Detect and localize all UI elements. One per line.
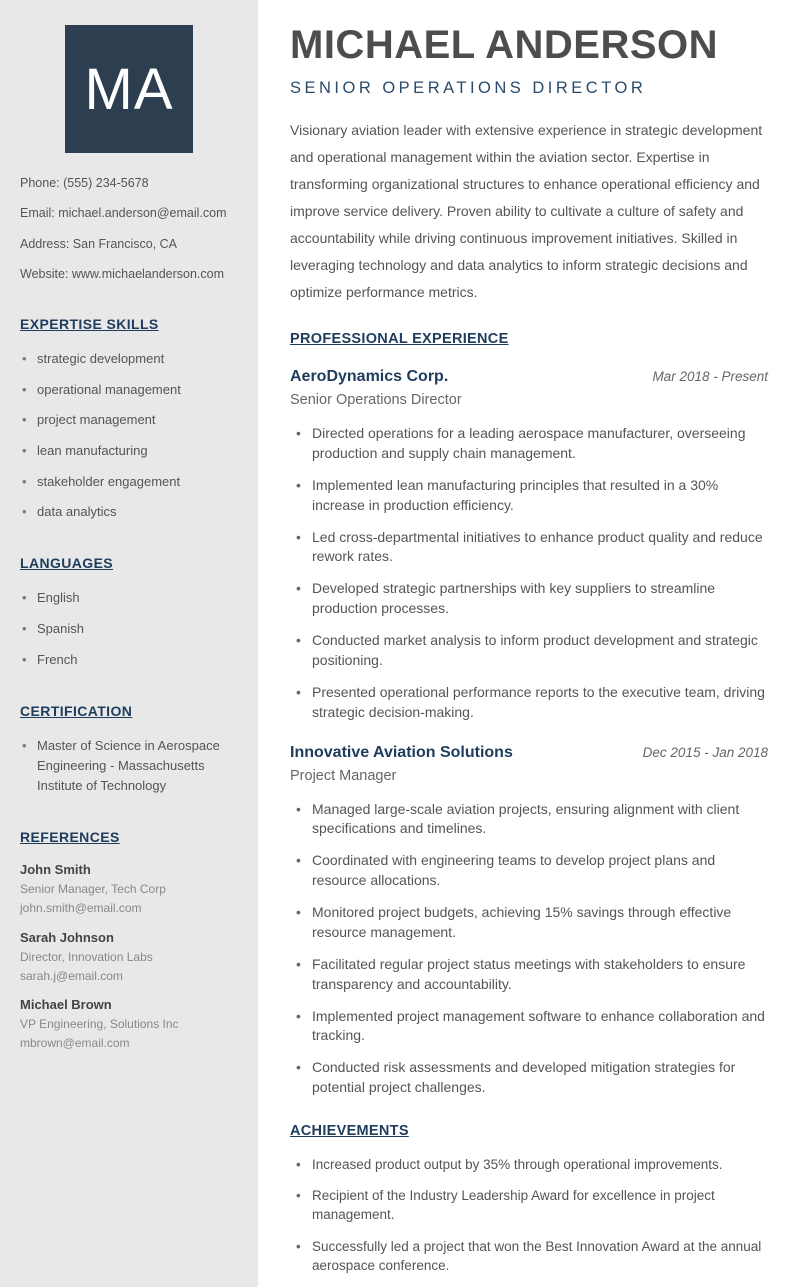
- list-item: • Managed large-scale aviation projects, ensuring alignment with client specifications and timelines.: [290, 800, 768, 840]
- list-item: • Implemented project management software to enhance collaboration and tracking.: [290, 1007, 768, 1047]
- certification-list: [20, 736, 238, 796]
- list-item: • Master of Science in Aerospace Engineering - Massachusetts Institute of Technology: [20, 736, 238, 796]
- sidebar: [0, 0, 258, 1287]
- sidebar-heading-languages: LANGUAGES: [20, 555, 114, 572]
- list-item: • Successfully led a project that won the Best Innovation Award at the annual aerospace conference.: [290, 1237, 768, 1275]
- section-heading-experience: PROFESSIONAL EXPERIENCE: [290, 331, 509, 348]
- job-bullet-list: [290, 800, 768, 1099]
- avatar-initials: MA: [84, 56, 174, 122]
- sidebar-heading-expertise: EXPERTISE SKILLS: [20, 316, 159, 332]
- list-item: • lean manufacturing: [20, 441, 238, 461]
- list-item: • Coordinated with engineering teams to develop project plans and resource allocations.: [290, 851, 768, 891]
- summary-paragraph: Visionary aviation leader with extensive experience in strategic development and operational management within the aviation sector. Expertise in transforming organizational structures to enhance operational efficiency and improve service delivery. Proven ability to cultivate a culture of safety and accountability while driving continuous improvement initiatives. Skilled in leveraging technology and data analytics to inform strategic decisions and optimize performance metrics.: [290, 122, 763, 301]
- job-title: SENIOR OPERATIONS DIRECTOR: [290, 79, 647, 97]
- achievements-list: [290, 1155, 768, 1275]
- reference-email: john.smith@email.com: [20, 901, 142, 916]
- contact-info: [20, 175, 238, 283]
- reference-entry: [20, 997, 238, 1051]
- reference-role: Senior Manager, Tech Corp: [20, 882, 166, 897]
- company-name: Innovative Aviation Solutions: [290, 743, 513, 761]
- experience-entry: [290, 368, 768, 723]
- list-item: • Directed operations for a leading aerospace manufacturer, overseeing production and supply chain management.: [290, 424, 768, 464]
- reference-role: Director, Innovation Labs: [20, 949, 153, 964]
- reference-name: Michael Brown: [20, 996, 112, 1012]
- languages-list: [20, 588, 238, 669]
- contact-phone: Phone: (555) 234-5678: [20, 176, 149, 190]
- list-item: • operational management: [20, 380, 238, 400]
- job-dates: Dec 2015 - Jan 2018: [642, 744, 768, 760]
- main-content: [258, 0, 800, 1287]
- reference-role: VP Engineering, Solutions Inc: [20, 1016, 179, 1031]
- contact-website: Website: www.michaelanderson.com: [20, 267, 225, 282]
- list-item: • Facilitated regular project status meetings with stakeholders to ensure transparency and accountability.: [290, 955, 768, 995]
- list-item: • strategic development: [20, 349, 238, 369]
- job-bullet-list: [290, 424, 768, 723]
- avatar: [65, 25, 193, 153]
- reference-email: mbrown@email.com: [20, 1036, 130, 1051]
- reference-entry: [20, 862, 238, 916]
- list-item: • Spanish: [20, 619, 238, 639]
- list-item: • Implemented lean manufacturing principles that resulted in a 30% increase in production efficiency.: [290, 476, 768, 516]
- list-item: • Increased product output by 35% through operational improvements.: [290, 1155, 768, 1174]
- list-item: • English: [20, 588, 238, 608]
- list-item: • Recipient of the Industry Leadership Award for excellence in project management.: [290, 1186, 768, 1224]
- reference-name: John Smith: [20, 862, 91, 878]
- list-item: • project management: [20, 410, 238, 430]
- list-item: • Monitored project budgets, achieving 15% savings through effective resource management.: [290, 903, 768, 943]
- reference-entry: [20, 930, 238, 984]
- sidebar-heading-references: REFERENCES: [20, 829, 120, 846]
- job-role: Project Manager: [290, 767, 397, 784]
- contact-email: Email: michael.anderson@email.com: [20, 206, 227, 221]
- sidebar-heading-certification: CERTIFICATION: [20, 702, 133, 719]
- section-heading-achievements: ACHIEVEMENTS: [290, 1123, 409, 1140]
- list-item: • stakeholder engagement: [20, 472, 238, 492]
- reference-name: Sarah Johnson: [20, 929, 114, 945]
- list-item: • Conducted market analysis to inform product development and strategic positioning.: [290, 631, 768, 671]
- list-item: • Conducted risk assessments and developed mitigation strategies for potential project challenges.: [290, 1058, 768, 1098]
- list-item: • Presented operational performance reports to the executive team, driving strategic decision-making.: [290, 683, 768, 723]
- job-role: Senior Operations Director: [290, 392, 462, 409]
- job-header: [290, 368, 768, 386]
- list-item: • French: [20, 650, 238, 670]
- experience-entry: [290, 744, 768, 1099]
- contact-address: Address: San Francisco, CA: [20, 236, 178, 251]
- reference-email: sarah.j@email.com: [20, 968, 123, 983]
- company-name: AeroDynamics Corp.: [290, 368, 449, 386]
- job-header: [290, 744, 768, 762]
- expertise-list: [20, 349, 238, 522]
- job-dates: Mar 2018 - Present: [652, 369, 768, 385]
- list-item: • data analytics: [20, 502, 238, 522]
- list-item: • Developed strategic partnerships with key suppliers to streamline production processes.: [290, 579, 768, 619]
- page-title: MICHAEL ANDERSON: [290, 23, 719, 67]
- list-item: • Led cross-departmental initiatives to enhance product quality and reduce rework rates.: [290, 528, 768, 568]
